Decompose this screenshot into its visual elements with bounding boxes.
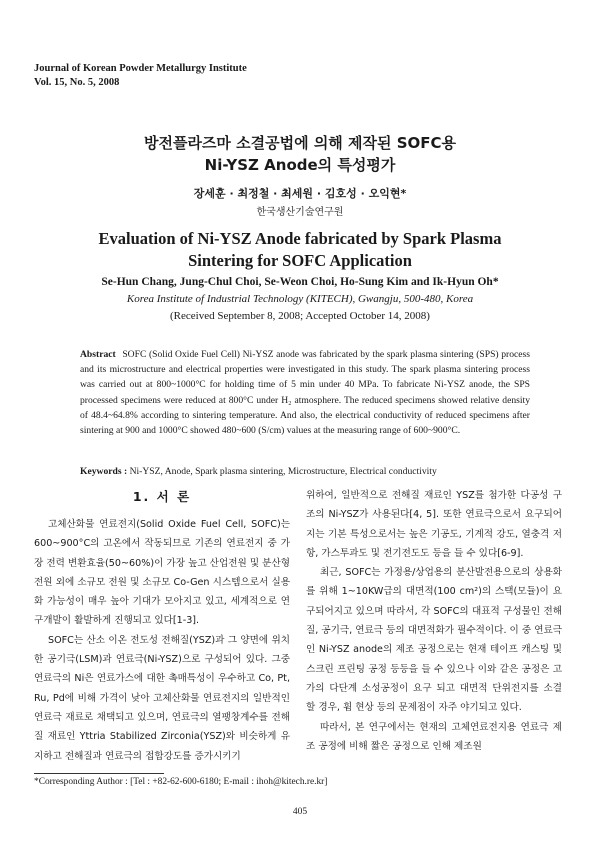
- korean-title-line-2: Ni-YSZ Anode의 특성평가: [204, 156, 396, 174]
- keywords: [80, 466, 530, 477]
- journal-volume: Vol. 15, No. 5, 2008: [34, 77, 120, 88]
- abstract-text: SOFC (Solid Oxide Fuel Cell) Ni-YSZ anode was fabricated by the spark plasma sintering (SPS) process and its microstructure and electrical properties were investigated in this study. The spark plasma sintering process was carried out at 800~1000°C for holding time of 5 min under 40 MPa. To fabricate Ni-YSZ anode, the SPS processed specimens were reduced at 800°C under H₂ atmosphere. The reduced specimens showed relative density of 48.4~64.8% according to sintering temperature. And also, the electrical conductivity of reduced specimens after sintering at 900 and 1000°C showed 480~600 (S/cm) values at the measuring range of 600~900°C.: [80, 349, 530, 437]
- footnote: *Corresponding Author : [Tel : +82-62-600-6180; E-mail : ihoh@kitech.re.kr]: [34, 777, 328, 787]
- left-column: [34, 515, 290, 766]
- footnote-divider: [34, 773, 164, 774]
- korean-title-line-1: 방전플라즈마 소결공법에 의해 제작된 SOFC용: [143, 134, 457, 152]
- english-title-line-2: Sintering for SOFC Application: [188, 251, 412, 270]
- paragraph: 따라서, 본 연구에서는 현재의 고체연료전지용 연료극 제조 공정에 비해 짧은 공정으로 인해 제조원: [306, 721, 562, 752]
- received-dates: (Received September 8, 2008; Accepted October 14, 2008): [170, 310, 430, 322]
- english-affiliation: Korea Institute of Industrial Technology (KITECH), Gwangju, 500-480, Korea: [126, 293, 474, 305]
- english-title-line-1: Evaluation of Ni-YSZ Anode fabricated by Spark Plasma: [98, 229, 502, 248]
- korean-title: [0, 132, 600, 176]
- keywords-label: Keywords :: [80, 466, 128, 477]
- journal-name: Journal of Korean Powder Metallurgy Institute: [34, 63, 247, 74]
- english-authors: Se-Hun Chang, Jung-Chul Choi, Se-Weon Choi, Ho-Sung Kim and Ik-Hyun Oh*: [101, 276, 499, 288]
- keywords-text: Ni-YSZ, Anode, Spark plasma sintering, Microstructure, Electrical conductivity: [129, 466, 437, 477]
- journal-header: [34, 62, 247, 90]
- korean-authors: 장세훈 · 최정철 · 최세원 · 김호성 · 오익현*: [193, 187, 407, 200]
- paragraph: 고체산화물 연료전지(Solid Oxide Fuel Cell, SOFC)는 600~900°C의 고온에서 작동되므로 기존의 연료전지 중 가장 전력 변환효율(50~60%)이 가장 높고 산업전원 및 분산형 전원 외에 소규모 전원 및 소규모 Co-Gen 시스템으로서 실용화 가능성이 매우 높아 기대가 모아지고 있고, 세계적으로 연구개발이 활발하게 진행되고 있다[1-3].: [34, 519, 290, 627]
- abstract: [80, 347, 530, 438]
- paragraph: SOFC는 산소 이온 전도성 전해질(YSZ)과 그 양면에 위치한 공기극(LSM)과 연료극(Ni-YSZ)으로 구성되어 있다. 그중 연료극의 Ni은 연료가스에 대한 촉매특성이 우수하고 Co, Pt, Ru, Pd에 비해 가격이 낮아 고체산화물 연료전지의 일반적인 연료극 재료로 채택되고 있으며, 연료극의 열팽창계수를 전해질 재료인 Yttria Stabilized Zirconia(YSZ)와 비슷하게 유지하고 전해질과 연료극의 접합강도를 증가시키기: [34, 634, 290, 762]
- paragraph: 최근, SOFC는 가정용/상업용의 분산발전용으로의 상용화를 위해 1~10KW급의 대면적(100 cm²)의 스택(모듈)이 요구되어지고 있으며 따라서, 각 SOFC의 대표적 구성물인 전해질, 공기극, 연료극 등의 대면적화가 필수적이다. 이 중 연료극인 Ni-YSZ anode의 제조 공정으로는 현재 테이프 캐스팅 및 스크린 프린팅 공정 등등을 들 수 있으나 이와 같은 공정은 고가의 다단계 소성공정이 요구 되고 대면적 단위전지를 소결 할 경우, 휨 현상 등의 문제점이 자주 야기되고 있다.: [306, 567, 562, 714]
- right-column: [306, 486, 562, 756]
- abstract-label: Abstract: [80, 349, 116, 360]
- section-heading: 1. 서 론: [132, 489, 192, 504]
- english-title: [0, 228, 600, 272]
- paragraph: 위하여, 일반적으로 전해질 재료인 YSZ를 첨가한 다공성 구조의 Ni-YSZ가 사용된다[4, 5]. 또한 연료극으로서 요구되어지는 기본 특성으로서는 높은 기공도, 기계적 강도, 열충격 저항, 가스투과도 및 전기전도도 등을 들 수 있다[6-9].: [306, 490, 562, 559]
- korean-affiliation: 한국생산기술연구원: [256, 207, 344, 218]
- page-number: 405: [292, 807, 308, 817]
